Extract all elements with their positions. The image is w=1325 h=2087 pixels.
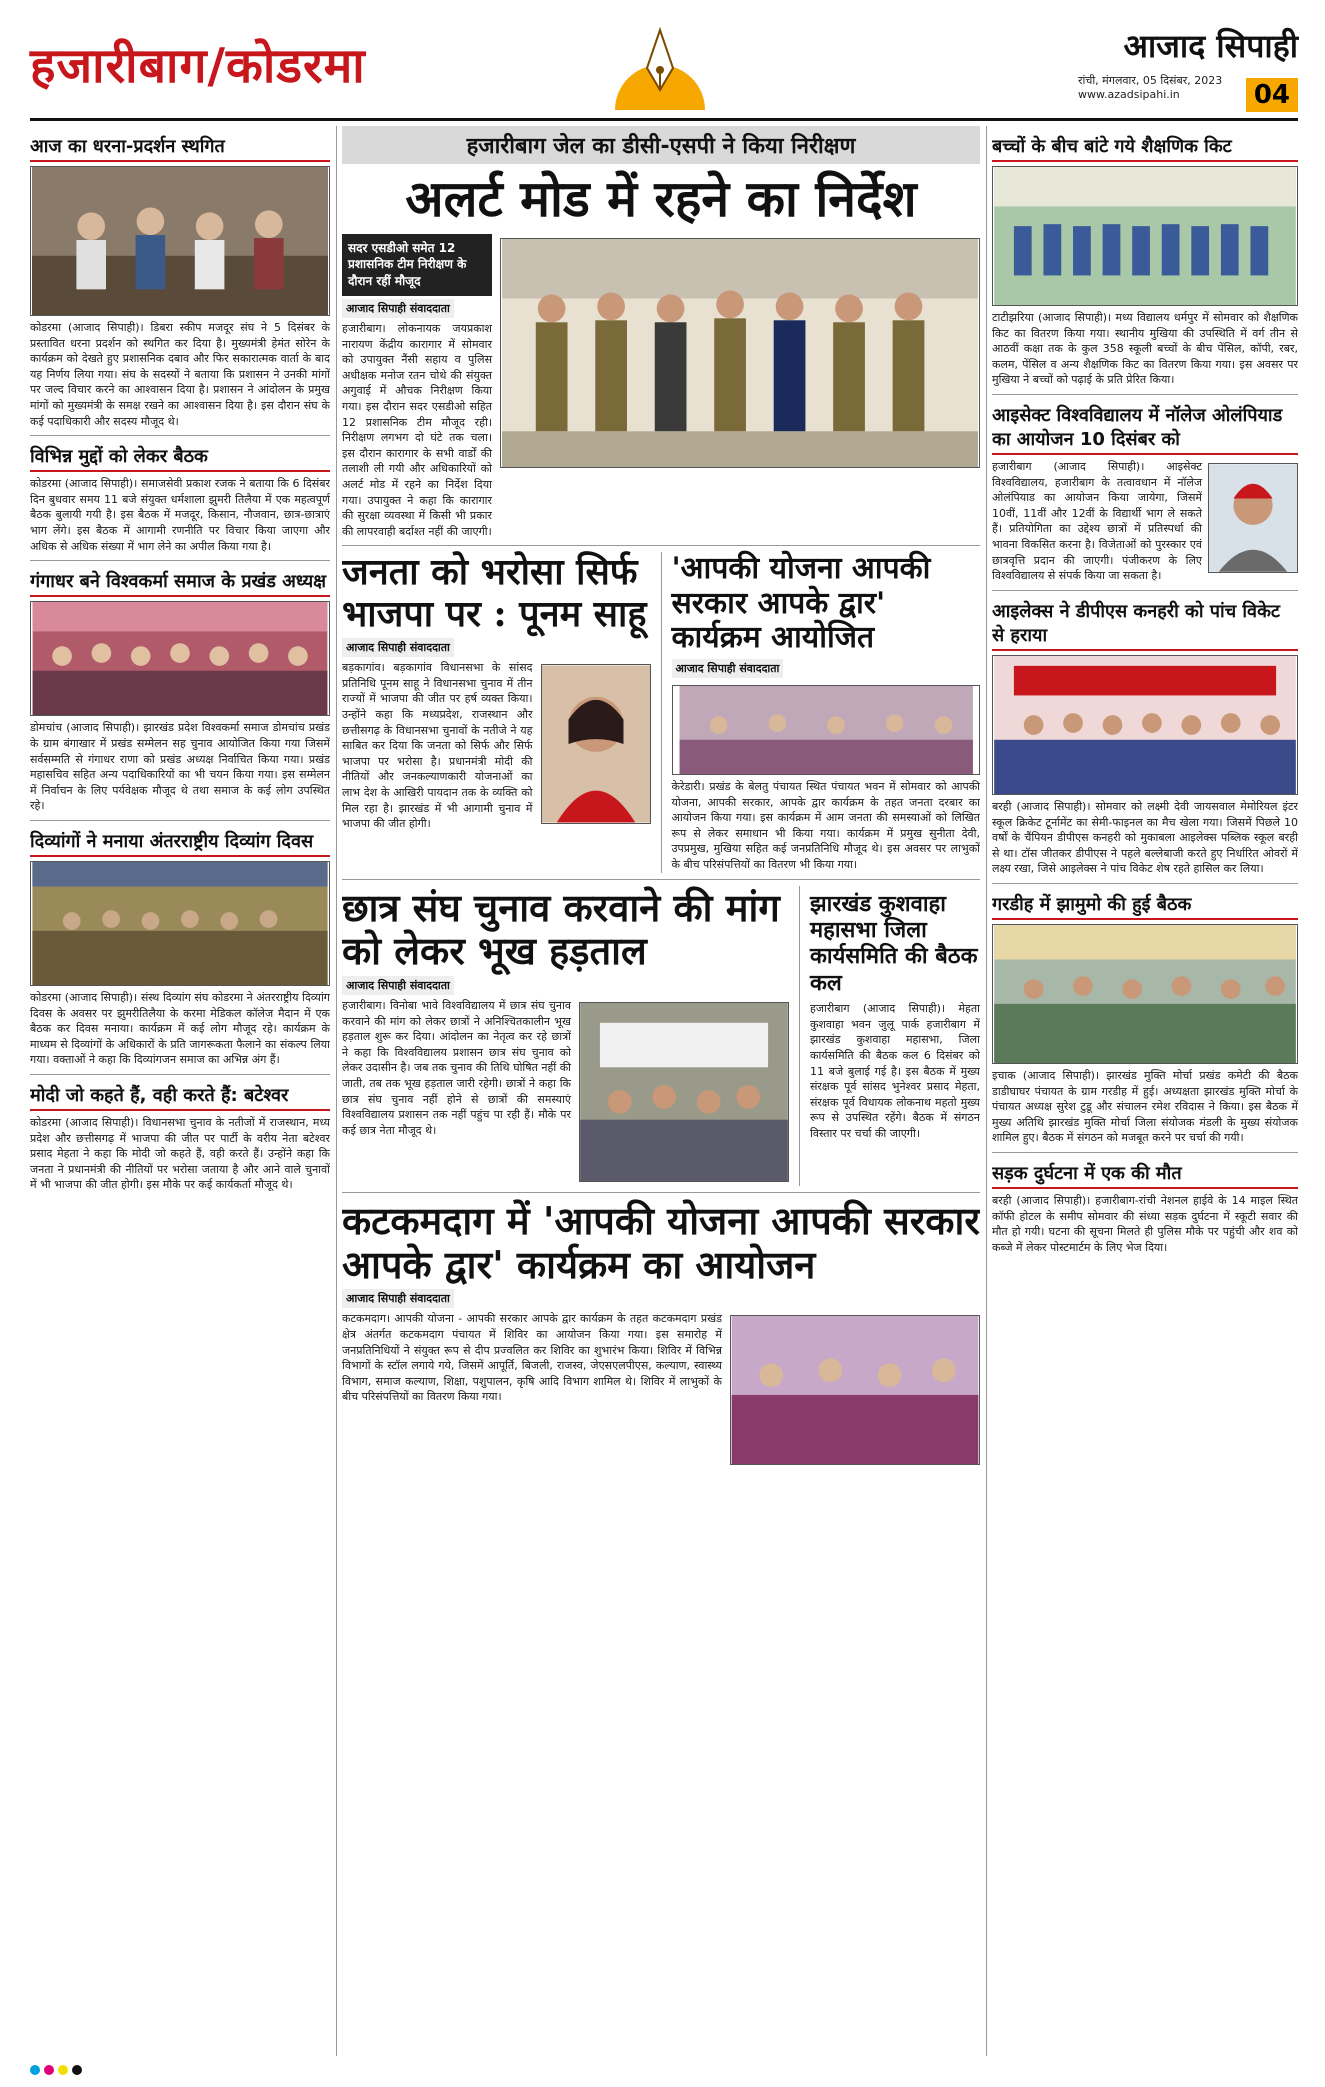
- pen-logo-icon: [605, 18, 715, 110]
- story-headline: आइसेक्ट विश्वविद्यालय में नॉलेज ओलंपियाड का आयोजन 10 दिसंबर को: [992, 403, 1298, 455]
- story-photo: [30, 861, 330, 986]
- story-photo: [992, 166, 1298, 306]
- story-photo: [672, 685, 981, 775]
- left-column: [30, 126, 330, 2056]
- story-body: केरेडारी। प्रखंड के बेलतु पंचायत स्थित पंचायत भवन में सोमवार को आपकी योजना, आपकी सरकार, आपके द्वार कार्यक्रम के तहत जनता दरबार का आयोजन किया गया। इस कार्यक्रम में आम जनता की समस्याओं को लिखित रूप से लेकर समाधान भी किया गया। कार्यक्रम में प्रमुख सुनीता देवी, उपप्रमुख, मुखिया सहित कई जनप्रतिनिधि मौजूद थे। इस अवसर पर लाभुकों के बीच परिसंपत्तियों का वितरण भी किया गया।: [671, 779, 980, 871]
- website-url[interactable]: www.azadsipahi.in: [1078, 88, 1180, 101]
- issue-date: रांची, मंगलवार, 05 दिसंबर, 2023: [1078, 74, 1223, 87]
- story-body: कोडरमा (आजाद सिपाही)। संस्थ दिव्यांग संघ कोडरमा ने अंतरराष्ट्रीय दिव्यांग दिवस के अवसर पर झुमरीतिलैया के करमा मेडिकल कॉलेज मैदान में एक बैठक कर दिवस मनाया। कार्यक्रम में कई लोग मौजूद रहे। कार्यक्रम के माध्यम से दिव्यांगों के अधिकारों के प्रति जागरूकता फैलाने का संकल्प लिया गया। वक्ताओं ने कहा कि दिव्यांगजन समाज का अभिन्न अंग हैं।: [30, 990, 330, 1067]
- lead-photo: [500, 238, 980, 468]
- story-body: डोमचांच (आजाद सिपाही)। झारखंड प्रदेश विश्वकर्मा समाज डोमचांच प्रखंड के ग्राम बंगाखार में प्रखंड सम्मेलन सह चुनाव आयोजित किया गया जिसमें सर्वसम्मति से गंगाधर राणा को प्रखंड अध्यक्ष निर्वाचित किया गया। प्रखंड महासचिव सहित अन्य पदाधिकारियों का भी चयन किया गया। इस सम्मेलन में निर्वाचन के लिए पर्यवेक्षक मौजूद थे तथा समाज के कई लोग उपस्थित रहे।: [30, 721, 330, 813]
- byline: आजाद सिपाही संवाददाता: [342, 976, 454, 995]
- middle-column: [342, 126, 980, 2056]
- lead-quote: सदर एसडीओ समेत 12 प्रशासनिक टीम निरीक्षण के दौरान रहीं मौजूद: [342, 234, 492, 296]
- story-photo: [992, 655, 1298, 795]
- story-headline: विभिन्न मुद्दों को लेकर बैठक: [30, 444, 330, 472]
- story-photo: [30, 166, 330, 316]
- story-body: टाटीझरिया (आजाद सिपाही)। मध्य विद्यालय धर्मपुर में सोमवार को शैक्षणिक किट का वितरण किया गया। स्थानीय मुखिया की उपस्थिति में वर्ग तीन से आठवीं कक्षा तक के कुल 358 स्कूली बच्चों के बीच पेंसिल, कॉपी, रबर, कलम, पेंसिल व अन्य शैक्षणिक किट का वितरण किया गया। इस अवसर पर मुखिया ने बच्चों को पढ़ाई के प्रति प्रेरित किया।: [992, 311, 1298, 387]
- story-headline: जनता को भरोसा सिर्फ भाजपा पर : पूनम साहू: [342, 551, 647, 635]
- story-body: हजारीबाग (आजाद सिपाही)। आइसेक्ट विश्वविद्यालय, हजारीबाग के तत्वावधान में नॉलेज ओलंपियाड का आयोजन किया जायेगा, जिसमें 10वीं, 11वीं और 12वीं के विद्यार्थी भाग ले सकते हैं। प्रतियोगिता का उद्देश्य छात्रों में प्रतिस्पर्धा की भावना विकसित करना है। विजेताओं को पुरस्कार एवं छात्रवृत्ति प्रदान की जाएगी। पंजीकरण के लिए विश्वविद्यालय से संपर्क किया जा सकता है।: [992, 460, 1202, 583]
- footer-color-strip: [30, 2060, 1298, 2074]
- story-headline: मोदी जो कहते हैं, वही करते हैं: बटेश्वर: [30, 1083, 330, 1111]
- story-headline: गंगाधर बने विश्वकर्मा समाज के प्रखंड अध्यक्ष: [30, 569, 330, 597]
- lead-headline: अलर्ट मोड में रहने का निर्देश: [405, 169, 917, 228]
- story-headline: गरडीह में झामुमो की हुई बैठक: [992, 892, 1298, 920]
- portrait-photo: [541, 664, 651, 824]
- byline: आजाद सिपाही संवाददाता: [672, 659, 784, 678]
- right-column: [992, 126, 1298, 2056]
- story-headline: बच्चों के बीच बांटे गये शैक्षणिक किट: [992, 134, 1298, 162]
- story-body: बरही (आजाद सिपाही)। हजारीबाग-रांची नेशनल हाईवे के 14 माइल स्थित कॉफी होटल के समीप सोमवार की संध्या सड़क दुर्घटना में स्कूटी सवार की मौत हो गयी। घटना की सूचना मिलते ही पुलिस मौके पर पहुंची और शव को कब्जे में लेकर पोस्टमार्टम के लिए भेज दिया।: [992, 1194, 1298, 1254]
- story-headline: आइलेक्स ने डीपीएस कनहरी को पांच विकेट से हराया: [992, 599, 1298, 651]
- byline: आजाद सिपाही संवाददाता: [342, 1289, 454, 1308]
- page-number: 04: [1246, 78, 1298, 112]
- story-body: हजारीबाग। विनोबा भावे विश्वविद्यालय में छात्र संघ चुनाव करवाने की मांग को लेकर छात्रों ने अनिश्चितकालीन भूख हड़ताल शुरू कर दिया। आंदोलन का नेतृत्व कर रहे छात्रों ने कहा कि विश्वविद्यालय प्रशासन छात्र संघ चुनाव को लेकर उदासीन है। जब तक चुनाव की तिथि घोषित नहीं की जाती, तब तक भूख हड़ताल जारी रहेगी। छात्रों ने कहा कि छात्र संघ चुनाव नहीं होने से छात्रों की समस्याएं विश्वविद्यालय प्रशासन तक नहीं पहुंच पा रही हैं। मौके पर कई छात्र नेता मौजूद थे।: [342, 998, 571, 1137]
- lead-kicker: हजारीबाग जेल का डीसी-एसपी ने किया निरीक्षण: [342, 126, 980, 164]
- story-headline: सड़क दुर्घटना में एक की मौत: [992, 1161, 1298, 1189]
- story-headline: कटकमदाग में 'आपकी योजना आपकी सरकार आपके द्वार' कार्यक्रम का आयोजन: [342, 1197, 980, 1287]
- story-body: बरही (आजाद सिपाही)। सोमवार को लक्ष्मी देवी जायसवाल मेमोरियल इंटर स्कूल क्रिकेट टूर्नामेंट का सेमी-फाइनल का मैच खेला गया। जिसमें पिछले 10 वर्षों के चैंपियन डीपीएस कनहरी को मुकाबला आइलेक्स पब्लिक स्कूल बरही से था। टॉस जीतकर डीपीएस ने पहले बल्लेबाजी करते हुए निर्धारित ओवरों में लक्ष्य रखा, जिसे आइलेक्स ने पांच विकेट शेष रहते हासिल कर लिया।: [992, 799, 1298, 876]
- story-headline: छात्र संघ चुनाव करवाने की मांग को लेकर भूख हड़ताल: [342, 884, 780, 974]
- story-body: कोडरमा (आजाद सिपाही)। समाजसेवी प्रकाश रजक ने बताया कि 6 दिसंबर दिन बुधवार समय 11 बजे संयुक्त धर्मशाला झुमरी तिलैया में एक महत्वपूर्ण बैठक बुलायी गयी है। इस बैठक में मजदूर, किसान, नौजवान, छात्र-छात्राएं भाग लेंगे। इस बैठक में आगामी रणनीति पर विचार किया जाएगा और अधिक से अधिक संख्या में भाग लेने का अपील किया गया है।: [30, 477, 330, 553]
- section-title: हजारीबाग/कोडरमा: [30, 38, 366, 94]
- story-headline: 'आपकी योजना आपकी सरकार आपके द्वार' कार्यक्रम आयोजित: [671, 551, 931, 656]
- story-photo: [30, 601, 330, 716]
- story-headline: झारखंड कुशवाहा महासभा जिला कार्यसमिति की बैठक कल: [810, 891, 978, 996]
- byline: आजाद सिपाही संवाददाता: [342, 638, 454, 657]
- column-divider: [986, 126, 987, 2056]
- masthead-rule: [30, 118, 1298, 121]
- story-photo: [992, 924, 1298, 1064]
- story-body: कोडरमा (आजाद सिपाही)। विधानसभा चुनाव के नतीजों में राजस्थान, मध्य प्रदेश और छत्तीसगढ़ में भाजपा की जीत पर पार्टी के वरीय नेता बटेश्वर प्रसाद मेहता ने कहा कि मोदी जो कहते हैं, वही करते हैं। उन्होंने कहा कि जनता ने प्रधानमंत्री की नीतियों पर भरोसा जताया है और आने वाले चुनावों में भी भाजपा की जीत होगी। इस मौके पर कई कार्यकर्ता मौजूद थे।: [30, 1116, 330, 1192]
- byline: आजाद सिपाही संवाददाता: [342, 299, 454, 318]
- masthead: [30, 18, 1298, 118]
- story-body: हजारीबाग (आजाद सिपाही)। मेहता कुशवाहा भवन जुलू पार्क हजारीबाग में झारखंड कुशवाहा महासभा, जिला कार्यसमिति की बैठक कल 6 दिसंबर को 11 बजे बुलाई गई है। इस बैठक में मुख्य संरक्षक पूर्व सांसद भुनेश्वर प्रसाद मेहता, संरक्षक पूर्व विधायक लोकनाथ महतो मुख्य रूप से उपस्थित रहेंगे। बैठक में संगठन विस्तार पर चर्चा की जाएगी।: [810, 1002, 980, 1141]
- lead-body: हजारीबाग। लोकनायक जयप्रकाश नारायण केंद्रीय कारागार में सोमवार को उपायुक्त नैंसी सहाय व पुलिस अधीक्षक मनोज रतन चोथे की संयुक्त अगुवाई में औचक निरीक्षण किया गया। इस दौरान सदर एसडीओ सहित 12 प्रशासनिक टीम मौजूद रही। निरीक्षण लगभग दो घंटे तक चला। इस दौरान कारागार के सभी वार्डों की तलाशी ली गयी और अधिकारियों को अलर्ट मोड में रहने का निर्देश दिया गया। उपायुक्त ने कहा कि कारागार की सुरक्षा व्यवस्था में किसी भी प्रकार की लापरवाही बर्दाश्त नहीं की जाएगी।: [342, 321, 492, 538]
- story-body: इचाक (आजाद सिपाही)। झारखंड मुक्ति मोर्चा प्रखंड कमेटी की बैठक डाडीघाघर पंचायत के ग्राम गरडीह में हुई। अध्यक्षता झारखंड मुक्ति मोर्चा के पंचायत अध्यक्ष सुरेश टुडू और संचालन रमेश रविदास ने किया। इस बैठक में मुख्य अतिथि झारखंड मुक्ति मोर्चा जिला संयोजक मंडली के मुख्य संयोजक शामिल हुए। बैठक में संगठन को मजबूत करने पर चर्चा की गयी।: [992, 1068, 1298, 1145]
- story-body: बड़कागांव। बड़कागांव विधानसभा के सांसद प्रतिनिधि पूनम साहू ने विधानसभा चुनाव में तीन राज्यों में भाजपा की जीत पर हर्ष व्यक्त किया। उन्होंने कहा कि मध्यप्रदेश, राजस्थान और छत्तीसगढ़ के विधानसभा चुनावों के नतीजे ने यह साबित कर दिया कि जनता को सिर्फ और सिर्फ भाजपा पर भरोसा है। प्रधानमंत्री मोदी की नीतियों और जनकल्याणकारी योजनाओं का लाभ देश के आखिरी पायदान तक के व्यक्ति को मिल रहा है। झारखंड में भी आगामी चुनाव में भाजपा की जीत होगी।: [342, 661, 533, 831]
- portrait-photo: [1208, 463, 1298, 573]
- story-headline: आज का धरना-प्रदर्शन स्थगित: [30, 134, 330, 162]
- story-photo: [730, 1315, 980, 1465]
- story-headline: दिव्यांगों ने मनाया अंतरराष्ट्रीय दिव्यांग दिवस: [30, 829, 330, 857]
- story-body: कटकमदाग। आपकी योजना - आपकी सरकार आपके द्वार कार्यक्रम के तहत कटकमदाग प्रखंड क्षेत्र अंतर्गत कटकमदाग पंचायत में शिविर का आयोजन किया गया। इस समारोह में जनप्रतिनिधियों ने संयुक्त रूप से दीप प्रज्वलित कर शिविर का शुभारंभ किया। शिविर में विभिन्न विभागों के स्टॉल लगाये गये, जिसमें आपूर्ति, बिजली, राजस्व, जेएसएलपीएस, कल्याण, स्वास्थ्य विभाग, समाज कल्याण, शिक्षा, पशुपालन, कृषि आदि विभाग शामिल थे। शिविर में लाभुकों के बीच परिसंपत्तियों का वितरण किया गया।: [342, 1312, 722, 1404]
- story-body: कोडरमा (आजाद सिपाही)। डिबरा स्कीप मजदूर संघ ने 5 दिसंबर के प्रस्तावित धरना प्रदर्शन को स्थगित कर दिया है। मुख्यमंत्री हेमंत सोरेन के कार्यक्रम को देखते हुए प्रशासनिक दबाव और फिर सकारात्मक वार्ता के बाद यह निर्णय लिया गया। संघ के सदस्यों ने बताया कि प्रशासन ने उनकी मांगों पर जल्द विचार करने का आश्वासन दिया है। प्रशासन ने आंदोलन के प्रमुख मांगों को मुख्यमंत्री के समक्ष रखने का आश्वासन दिया है। इस दौरान संघ के कई पदाधिकारी और सदस्य मौजूद थे।: [30, 321, 330, 428]
- column-divider: [336, 126, 337, 2056]
- story-photo: [579, 1002, 789, 1182]
- brand-name: आजाद सिपाही: [1123, 27, 1298, 65]
